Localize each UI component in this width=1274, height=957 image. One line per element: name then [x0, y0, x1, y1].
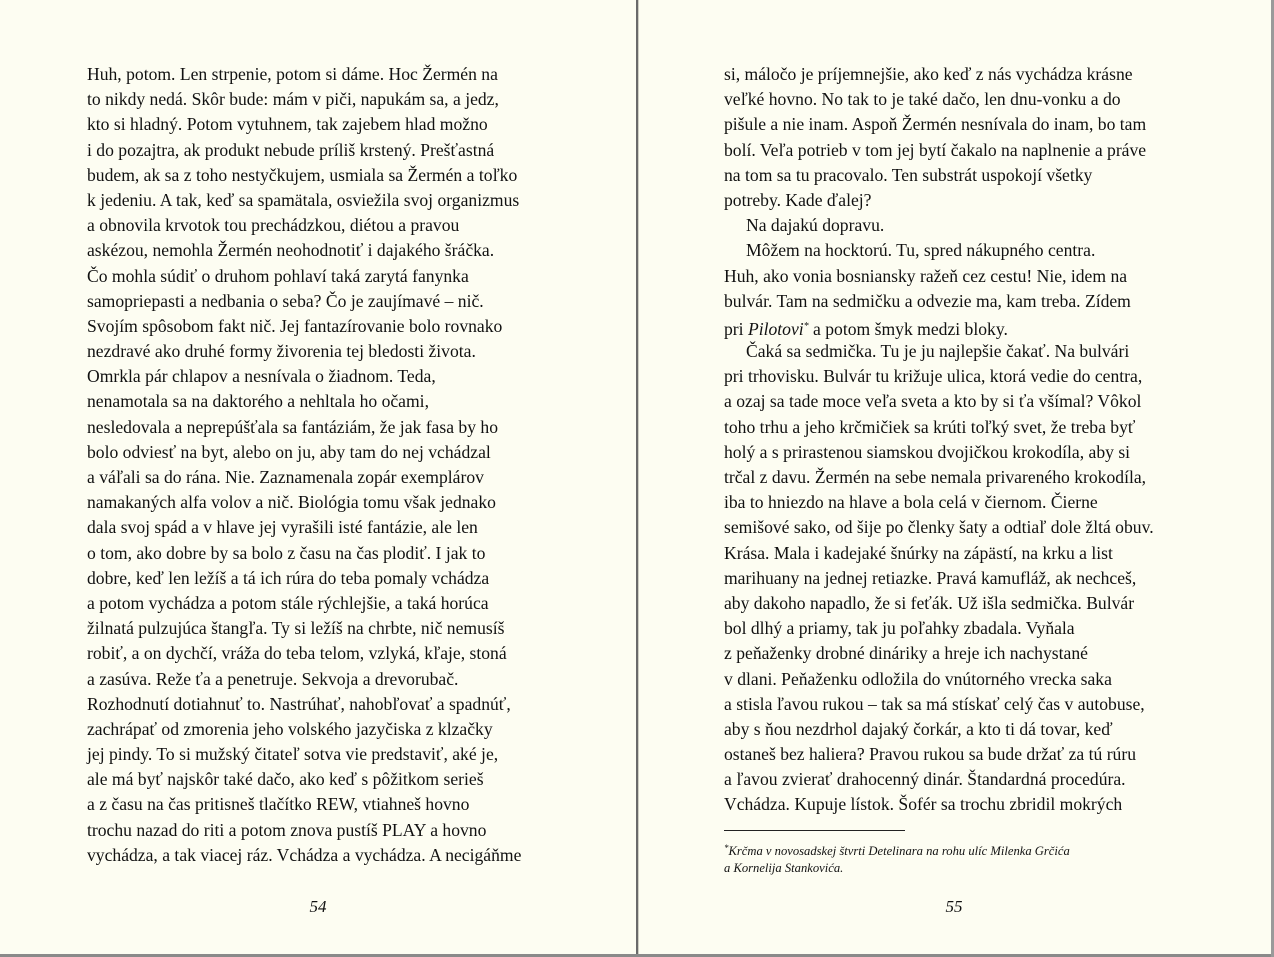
text-line: Čo mohla súdiť o druhom pohlaví taká zarytá fanynka	[87, 265, 469, 286]
footnote-line: a Kornelija Stankovića.	[724, 861, 844, 875]
text-line: Na dajakú dopravu.	[746, 215, 885, 236]
text-line: žilnatá pulzujúca štangľa. Ty si ležíš na chrbte, nič nemusíš	[87, 618, 505, 639]
text-line: a z času na čas pritisneš tlačítko REW, vtiahneš hovno	[87, 794, 470, 815]
text-line: Huh, ako vonia bosniansky ražeň cez cestu! Nie, idem na	[724, 265, 1128, 286]
text-line: a zasúva. Reže ťa a penetruje. Sekvoja a drevorubač.	[87, 668, 459, 689]
text-line: askézou, nemohla Žermén neohodnotiť i dajakého šráčka.	[87, 240, 495, 261]
footnote	[724, 838, 1204, 878]
text-line: jej pindy. To si mužský čitateľ sotva vie predstaviť, aké je,	[87, 744, 499, 765]
text-line: budem, ak sa z toho nestyčkujem, usmiala sa Žermén a toľko	[87, 164, 518, 185]
text-line: Vchádza. Kupuje lístok. Šofér sa trochu zbridil mokrých	[724, 794, 1123, 815]
text-line: bulvár. Tam na sedmičku a odvezie ma, kam treba. Zídem	[724, 290, 1131, 311]
page-number-left: 54	[309, 897, 327, 916]
text-line: trochu nazad do riti a potom znova pustíš PLAY a hovno	[87, 819, 487, 840]
text-line: Svojím spôsobom fakt nič. Jej fantazírovanie bolo rovnako	[87, 315, 503, 336]
text-line: dala svoj spád a v hlave jej vyrašili isté fantázie, ale len	[87, 517, 478, 538]
text-line: zachrápať od zmorenia jeho volského jazyčiska z klzačky	[87, 718, 493, 739]
text-line: ale má byť najskôr také dačo, ako keď s pôžitkom serieš	[87, 769, 484, 790]
text-line: i do pozajtra, ak produkt nebude príliš krstený. Prešťastná	[87, 139, 495, 160]
text-line: nenamotala sa na daktorého a nehltala ho očami,	[87, 391, 429, 412]
text-line: Omrkla pár chlapov a nesnívala o žiadnom. Teda,	[87, 366, 436, 387]
footnote-rule	[724, 830, 905, 831]
text-line: trčal z davu. Žermén na sebe nemala privareného krokodíla,	[724, 467, 1147, 487]
text-line: a váľali sa do rána. Nie. Zaznamenala zopár exemplárov	[87, 467, 484, 487]
text-line: a ľavou zvierať drahocenný dinár. Štandardná procedúra.	[724, 769, 1126, 790]
footnote-mark: *	[724, 843, 729, 853]
right-page	[639, 0, 1274, 957]
text-line	[724, 314, 1204, 339]
left-page	[0, 0, 636, 957]
text-line: vychádza, a tak viacej ráz. Vchádza a vychádza. A necigáňme	[87, 844, 522, 865]
text-line: kto si hladný. Potom vytuhnem, tak zajebem hlad možno	[87, 114, 488, 135]
text-line: to nikdy nedá. Skôr bude: mám v piči, napukám sa, a jedz,	[87, 89, 499, 110]
text-line: pri trhovisku. Bulvár tu križuje ulica, ktorá vedie do centra,	[724, 366, 1143, 387]
text-segment: pri	[724, 318, 748, 339]
text-line: bol dlhý a priamy, tak ju poľahky zbadala. Vyňala	[724, 618, 1075, 639]
text-line: marihuany na jednej retiazke. Pravá kamufláž, ak nechceš,	[724, 567, 1137, 588]
text-line: Huh, potom. Len strpenie, potom si dáme. Hoc Žermén na	[87, 64, 498, 84]
text-line: Krása. Mala i kadejaké šnúrky na zápästí, na krku a list	[724, 542, 1113, 563]
text-line: aby s ňou nezdrhol dajaký čorkár, a kto ti dá tovar, keď	[724, 718, 1113, 739]
text-line: aby dakoho napadlo, že si feťák. Už išla sedmička. Bulvár	[724, 592, 1135, 613]
text-line: nezdravé ako druhé formy živorenia tej bledosti života.	[87, 341, 476, 362]
text-line: semišové sako, od šije po členky šaty a odtiaľ dole žltá obuv.	[724, 517, 1154, 538]
text-line: z peňaženky drobné dináriky a hreje ich nachystané	[724, 643, 1088, 664]
text-line: Čaká sa sedmička. Tu je ju najlepšie čakať. Na bulvári	[746, 341, 1130, 362]
text-line: bolí. Veľa potrieb v tom jej bytí čakalo na naplnenie a práve	[724, 139, 1147, 160]
text-line: Môžem na hocktorú. Tu, spred nákupného centra.	[746, 240, 1096, 261]
text-line: o tom, ako dobre by sa bolo z času na čas plodiť. I jak to	[87, 542, 486, 563]
text-line: holý a s prirastenou siamskou dvojičkou krokodíla, aby si	[724, 441, 1131, 462]
text-line: a obnovila krvotok tou prechádzkou, diétou a pravou	[87, 215, 460, 236]
text-segment: a potom šmyk medzi bloky.	[808, 318, 1008, 339]
text-line: a stisla ľavou rukou – tak sa má stískať celý čas v autobuse,	[724, 693, 1145, 714]
page-number-right: 55	[945, 897, 963, 916]
text-line: na tom sa tu pracovalo. Ten substrát uspokojí všetky	[724, 164, 1093, 185]
text-line: namakaných alfa volov a nič. Biológia tomu však jednako	[87, 492, 496, 513]
text-line: iba to hniezdo na hlave a bola celá v čiernom. Čierne	[724, 492, 1098, 513]
text-line: potreby. Kade ďalej?	[724, 189, 872, 210]
text-line: pišule a nie inam. Aspoň Žermén nesnívala do inam, bo tam	[724, 114, 1147, 135]
text-line: bolo odviesť na byt, alebo on ju, aby tam do nej vchádzal	[87, 441, 491, 462]
text-line: robiť, a on dychčí, vráža do teba telom, vzlyká, kľaje, stoná	[87, 643, 507, 664]
text-line: Rozhodnutí dotiahnuť to. Nastrúhať, nahobľovať a spadnúť,	[87, 693, 511, 714]
text-line: v dlani. Peňaženku odložila do vnútorného vrecka saka	[724, 668, 1112, 689]
text-line: ostaneš bez haliera? Pravou rukou sa bude držať za tú rúru	[724, 744, 1137, 765]
text-line: k jedeniu. A tak, keď sa spamätala, osviežila svoj organizmus	[87, 189, 520, 210]
text-line: toho trhu a jeho krčmičiek sa krúti toľký svet, že treba byť	[724, 416, 1136, 437]
place-name-italic: Pilotovi	[747, 318, 804, 339]
left-page-text	[87, 62, 567, 868]
text-line: dobre, keď len ležíš a tá ich rúra do teba pomaly vchádza	[87, 567, 490, 588]
text-line: si, máločo je príjemnejšie, ako keď z nás vychádza krásne	[724, 64, 1133, 84]
footnote-line	[724, 838, 1204, 858]
text-line: a potom vychádza a potom stále rýchlejšie, a taká horúca	[87, 592, 489, 613]
footnote-text: Krčma v novosadskej štvrti Detelinara na rohu ulíc Milenka Grčića	[728, 844, 1070, 858]
text-line: samopriepasti a nedbania o seba? Čo je zaujímavé – nič.	[87, 290, 484, 311]
footnote-reference: *	[803, 320, 809, 332]
text-line: veľké hovno. No tak to je také dačo, len dnu-vonku a do	[724, 89, 1121, 110]
text-line: a ozaj sa tade moce veľa sveta a kto by si ťa všímal? Vôkol	[724, 391, 1142, 412]
right-page-text	[724, 62, 1204, 818]
text-line: nesledovala a neprepúšťala sa fantáziám, že jak fasa by ho	[87, 416, 499, 437]
